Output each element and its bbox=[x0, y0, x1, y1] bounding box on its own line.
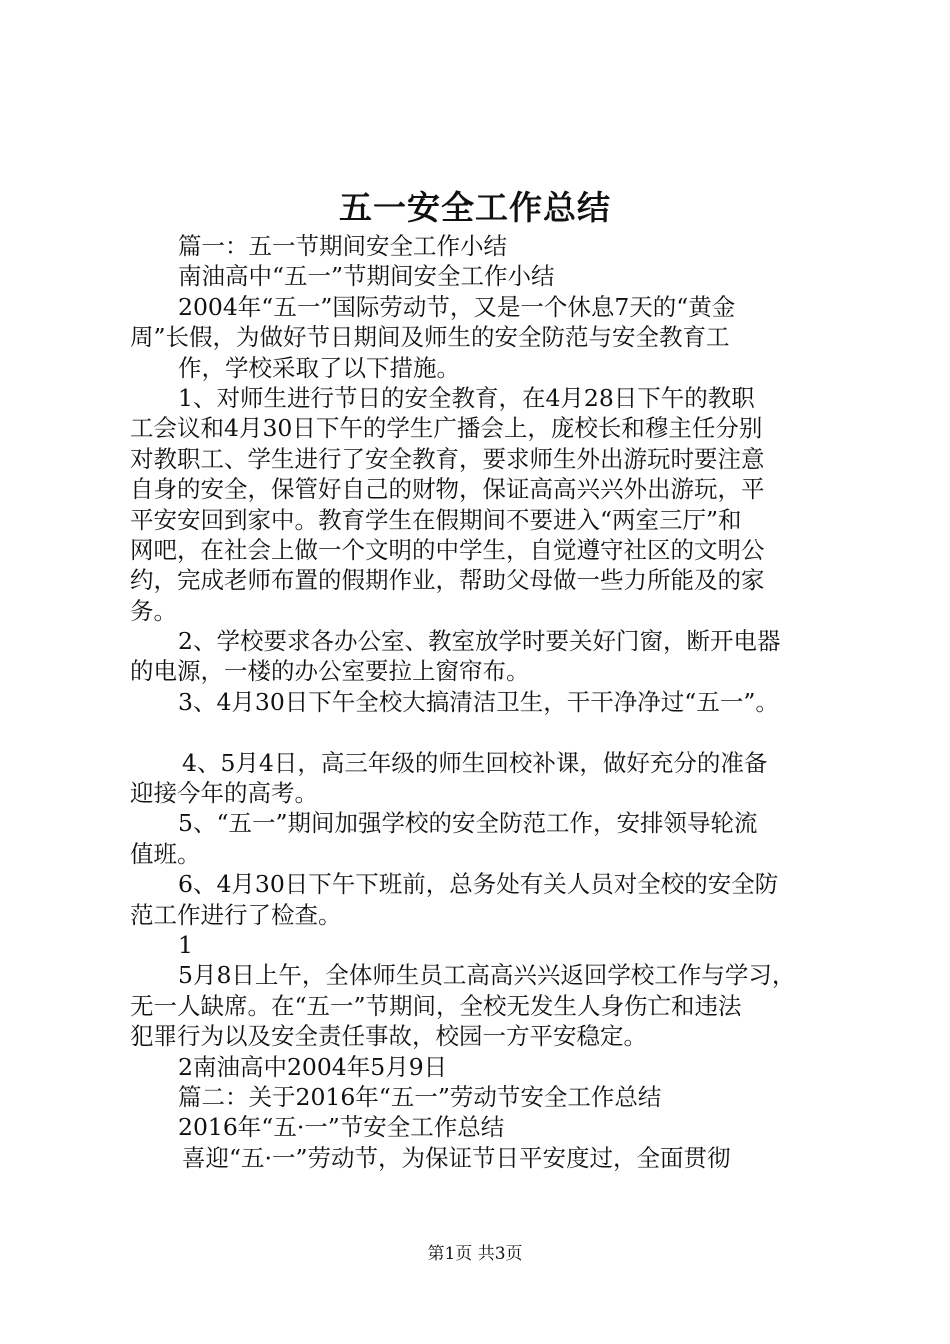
text-line: 迎接今年的高考。 bbox=[130, 779, 318, 808]
text-line: 对教职工、学生进行了安全教育，要求师生外出游玩时要注意 bbox=[130, 444, 765, 473]
text-line: 周”长假，为做好节日期间及师生的安全防范与安全教育工 bbox=[130, 323, 730, 352]
text-line: 2、学校要求各办公室、教室放学时要关好门窗，断开电器 bbox=[178, 627, 781, 656]
page-footer: 第1页 共3页 bbox=[427, 1244, 523, 1264]
text-line: 工会议和4月30日下午的学生广播会上，庞校长和穆主任分别 bbox=[130, 414, 763, 443]
text-line: 的电源，一楼的办公室要拉上窗帘布。 bbox=[130, 657, 530, 686]
text-line: 1、对师生进行节日的安全教育，在4月28日下午的教职 bbox=[178, 383, 755, 412]
blank-line bbox=[130, 717, 840, 747]
text-line: 1 bbox=[178, 930, 193, 959]
text-line: 无一人缺席。在“五一”节期间，全校无发生人身伤亡和违法 bbox=[130, 991, 742, 1020]
text-line: 2004年“五一”国际劳动节，又是一个休息7天的“黄金 bbox=[178, 292, 736, 321]
text-line: 2南油高中2004年5月9日 bbox=[178, 1052, 448, 1081]
text-line: 范工作进行了检查。 bbox=[130, 900, 342, 929]
text-line: 篇一：五一节期间安全工作小结 bbox=[178, 232, 507, 260]
text-line: 篇二：关于2016年“五一”劳动节安全工作总结 bbox=[178, 1082, 662, 1111]
text-line: 务。 bbox=[130, 596, 177, 625]
document-body bbox=[130, 231, 840, 1173]
text-line: 3、4月30日下午全校大搞清洁卫生，干干净净过“五一”。 bbox=[178, 687, 779, 716]
text-line: 6、4月30日下午下班前，总务处有关人员对全校的安全防 bbox=[178, 870, 779, 899]
text-line: 约，完成老师布置的假期作业，帮助父母做一些力所能及的家 bbox=[130, 566, 765, 595]
text-line: 喜迎“五·一”劳动节，为保证节日平安度过，全面贯彻 bbox=[182, 1143, 731, 1172]
document-title: 五一安全工作总结 bbox=[339, 188, 611, 227]
text-line: 犯罪行为以及安全责任事故，校园一方平安稳定。 bbox=[130, 1022, 647, 1051]
text-line: 5月8日上午，全体师生员工高高兴兴返回学校工作与学习， bbox=[178, 961, 796, 990]
text-line: 5、“五一”期间加强学校的安全防范工作，安排领导轮流 bbox=[178, 809, 758, 838]
text-line: 南油高中“五一”节期间安全工作小结 bbox=[178, 262, 555, 291]
text-line: 值班。 bbox=[130, 839, 201, 868]
text-line: 2016年“五·一”节安全工作总结 bbox=[178, 1113, 505, 1142]
text-line: 作，学校采取了以下措施。 bbox=[178, 353, 460, 382]
text-line: 自身的安全，保管好自己的财物，保证高高兴兴外出游玩，平 bbox=[130, 475, 765, 504]
text-line: 平安安回到家中。教育学生在假期间不要进入“两室三厅”和 bbox=[130, 505, 742, 534]
text-line: 网吧，在社会上做一个文明的中学生，自觉遵守社区的文明公 bbox=[130, 535, 765, 564]
text-line: 4、5月4日，高三年级的师生回校补课，做好充分的准备 bbox=[182, 748, 768, 777]
